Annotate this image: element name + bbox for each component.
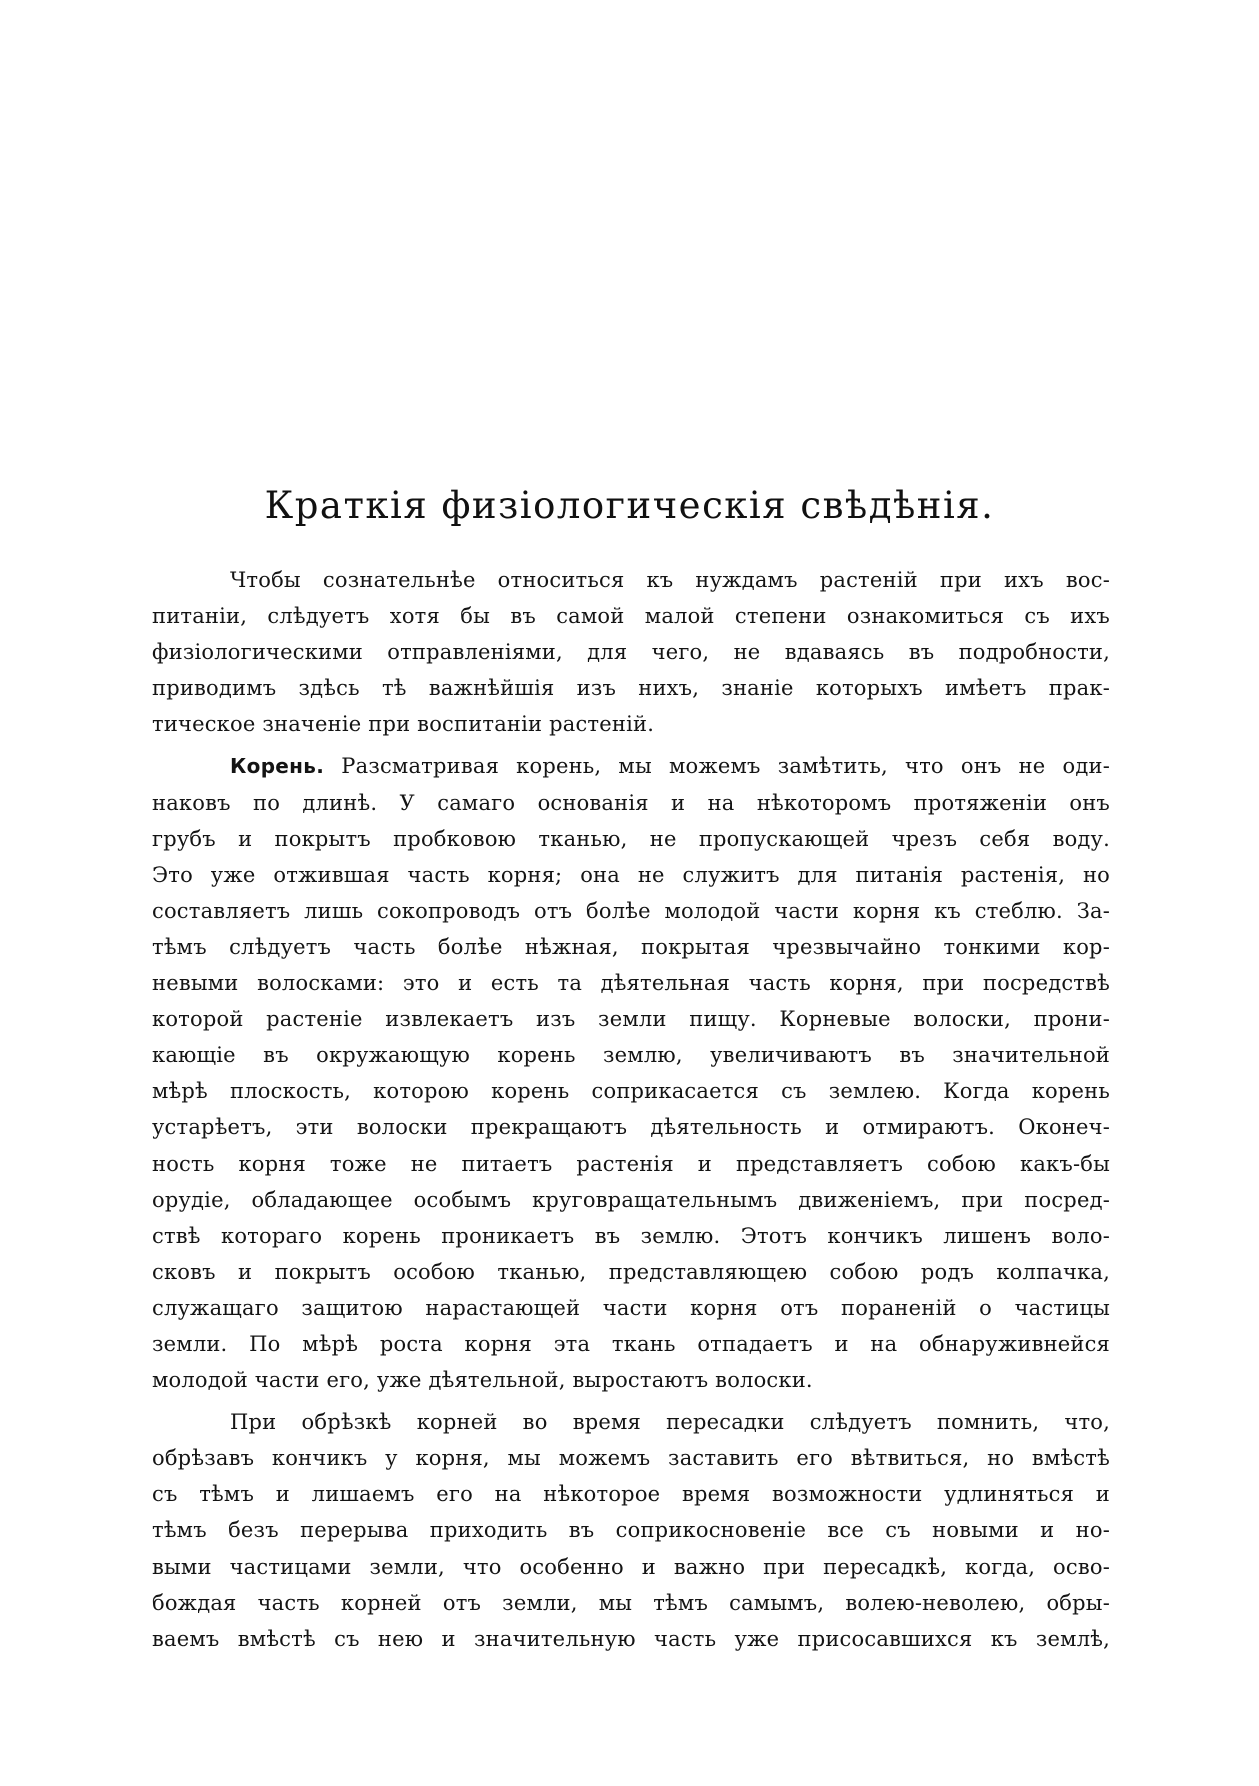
text-line-rest: Разсматривая корень, мы можемъ замѣтить, что онъ не оди- [324,754,1110,779]
text-line: орудіе, обладающее особымъ круговращательнымъ движеніемъ, при посред- [152,1187,1110,1212]
text-line: выми частицами земли, что особенно и важно при пересадкѣ, когда, осво- [152,1554,1110,1579]
text-line: приводимъ здѣсь тѣ важнѣйшія изъ нихъ, знаніе которыхъ имѣетъ прак- [152,676,1110,701]
text-line: мѣрѣ плоскость, которою корень соприкасается съ землею. Когда корень [152,1079,1110,1104]
text-line: тическое значеніе при воспитаніи растеній. [152,712,655,737]
text-line: составляетъ лишь сокопроводъ отъ болѣе молодой части корня къ стеблю. За- [152,898,1110,923]
text-line-first [152,748,1110,784]
text-line: кающіе въ окружающую корень землю, увеличиваютъ въ значительной [152,1043,1110,1068]
text-line: съ тѣмъ и лишаемъ его на нѣкоторое время возможности удлиняться и [152,1482,1110,1507]
text-line: тѣмъ слѣдуетъ часть болѣе нѣжная, покрытая чрезвычайно тонкими кор- [152,934,1110,959]
text-line: тѣмъ безъ перерыва приходить въ соприкосновеніе все съ новыми и но- [152,1518,1110,1543]
text-line: бождая часть корней отъ земли, мы тѣмъ самымъ, волею-неволею, обры- [152,1590,1110,1615]
text-line: которой растеніе извлекаетъ изъ земли пищу. Корневые волоски, прони- [152,1007,1110,1032]
text-line: сковъ и покрытъ особою тканью, представляющею собою родъ колпачка, [152,1259,1110,1284]
body-text [152,562,1110,1657]
text-line: грубъ и покрытъ пробковою тканью, не пропускающей чрезъ себя воду. [152,826,1110,851]
text-line: обрѣзавъ кончикъ у корня, мы можемъ заставить его вѣтвиться, но вмѣстѣ [152,1446,1110,1471]
paragraph-heading: Корень. [230,754,325,779]
text-line: При обрѣзкѣ корней во время пересадки слѣдуетъ помнить, что, [230,1410,1110,1435]
text-line: земли. По мѣрѣ роста корня эта ткань отпадаетъ и на обнаруживнейся [152,1331,1110,1356]
text-line: ваемъ вмѣстѣ съ нею и значительную часть уже присосавшихся къ землѣ, [152,1626,1110,1651]
section-title: Краткія физіологическія свѣдѣнія. [264,484,995,527]
text-line: физіологическими отправленіями, для чего, не вдаваясь въ подробности, [152,640,1110,665]
text-line: питаніи, слѣдуетъ хотя бы въ самой малой степени ознакомиться съ ихъ [152,604,1110,629]
text-line: невыми волосками: это и есть та дѣятельная часть корня, при посредствѣ [152,971,1110,996]
text-line: молодой части его, уже дѣятельной, выростаютъ волоски. [152,1368,813,1393]
paragraph-root [152,748,1110,1398]
paragraph-intro [152,562,1110,742]
text-line: ствѣ котораго корень проникаетъ въ землю. Этотъ кончикъ лишенъ воло- [152,1223,1110,1248]
text-line: устарѣетъ, эти волоски прекращаютъ дѣятельность и отмираютъ. Оконеч- [152,1115,1110,1140]
text-line: ность корня тоже не питаетъ растенія и представляетъ собою какъ-бы [152,1151,1110,1176]
text-line: Это уже отжившая часть корня; она не служитъ для питанія растенія, но [152,862,1110,887]
paragraph-pruning [152,1404,1110,1657]
text-line: служащаго защитою нарастающей части корня отъ пораненій о частицы [152,1295,1110,1320]
text-line: Чтобы сознательнѣе относиться къ нуждамъ растеній при ихъ вос- [230,568,1110,592]
text-line: наковъ по длинѣ. У самаго основанія и на нѣкоторомъ протяженіи онъ [152,790,1110,815]
